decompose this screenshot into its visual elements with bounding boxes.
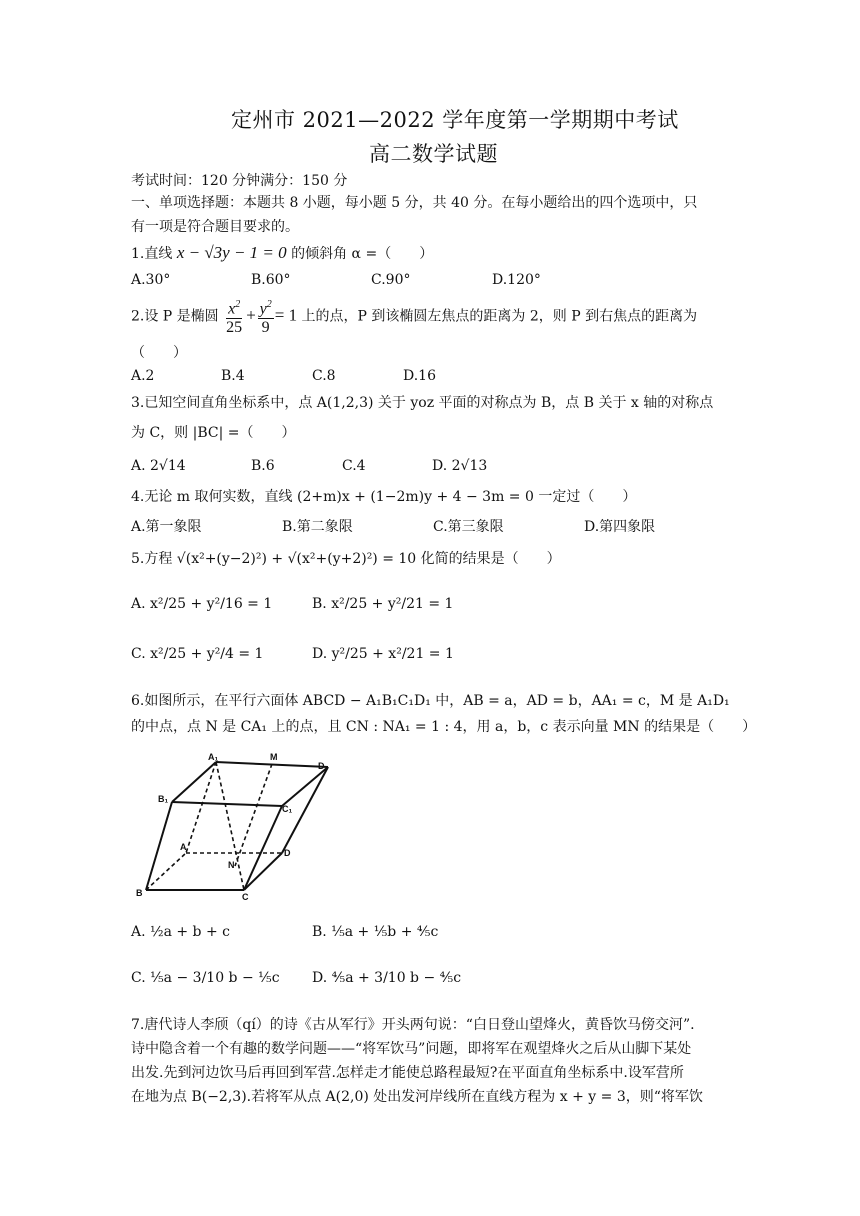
label-a1: A₁: [208, 752, 219, 762]
q3-option-a: A. 2√14: [131, 458, 186, 474]
q6-line1: 6.如图所示，在平行六面体 ABCD − A₁B₁C₁D₁ 中，AB = a，AD = b，AA₁ = c，M 是 A₁D₁: [131, 693, 730, 709]
q6-option-b: B. ⅕a + ⅕b + ⅘c: [312, 924, 439, 940]
q1-option-a: A.30°: [131, 272, 171, 288]
q6-option-c: C. ⅕a − 3/10 b − ⅕c: [131, 970, 280, 986]
q5-option-d: D. y²/25 + x²/21 = 1: [312, 646, 454, 662]
q5-option-a: A. x²/25 + y²/16 = 1: [131, 596, 273, 612]
section-intro-line1: 一、单项选择题：本题共 8 小题，每小题 5 分，共 40 分。在每小题给出的四个选项中，只: [131, 195, 698, 211]
parallelepiped-figure: [132, 750, 332, 902]
section-intro-line2: 有一项是符合题目要求的。: [131, 219, 299, 235]
q2-option-d: D.16: [403, 368, 436, 384]
q2-frac-y: $\frac{y^2}{9}$: [258, 296, 274, 337]
diag-a1-c: [216, 762, 244, 890]
q2-paren: （ ）: [131, 345, 187, 361]
label-d: D: [284, 848, 291, 858]
q3-option-b: B.6: [251, 458, 275, 474]
label-n: N: [228, 860, 235, 870]
seg-m-n: [235, 764, 272, 866]
edge-b1-c1: [172, 802, 282, 806]
question-1: [131, 244, 433, 263]
q6-line2: 的中点，点 N 是 CA₁ 上的点，且 CN : NA₁ = 1 : 4，用 a，b，c 表示向量 MN 的结果是（ ）: [131, 719, 757, 735]
q2-frac-x: $\frac{x^2}{25}$: [224, 296, 244, 337]
label-b: B: [136, 888, 143, 898]
q4-option-a: A.第一象限: [131, 519, 202, 535]
label-d1: D₁: [318, 761, 329, 771]
q6-option-d: D. ⅘a + 3/10 b − ⅘c: [312, 970, 462, 986]
q4-option-c: C.第三象限: [433, 519, 504, 535]
q1-suffix: 的倾斜角 α =（ ）: [291, 246, 434, 262]
q2-option-a: A.2: [131, 368, 155, 384]
q2-suffix: 上的点，P 到该椭圆左焦点的距离为 2，则 P 到右焦点的距离为: [301, 308, 698, 325]
label-m: M: [270, 752, 278, 762]
q3-line1: 3.已知空间直角坐标系中，点 A(1,2,3) 关于 yoz 平面的对称点为 B，点 B 关于 x 轴的对称点: [131, 395, 714, 411]
q5-option-b: B. x²/25 + y²/21 = 1: [312, 596, 454, 612]
edge-c1-c: [244, 806, 282, 890]
q7-line1: 7.唐代诗人李颀（qí）的诗《古从军行》开头两句说：“白日登山望烽火，黄昏饮马傍交河”.: [131, 1017, 695, 1033]
q3-option-d: D. 2√13: [432, 458, 488, 474]
exam-subtitle: 高二数学试题: [369, 142, 498, 166]
q2-option-b: B.4: [221, 368, 245, 384]
label-c1: C₁: [282, 804, 293, 814]
q5-text: 5.方程 √(x²+(y−2)²) + √(x²+(y+2)²) = 10 化简的结果是（ ）: [131, 551, 561, 567]
question-2: 2.设 P 是椭圆 $\frac{x^2}{25}$ + $\frac{y^2}{9}$ = 1 上的点，P 到该椭圆左焦点的距离为 2，则 P 到右焦点的距离为: [131, 296, 697, 337]
edge-d1-c1: [282, 767, 328, 806]
q2-option-c: C.8: [312, 368, 336, 384]
edge-c-d: [244, 853, 282, 890]
q7-line2: 诗中隐含着一个有趣的数学问题——“将军饮马”问题，即将军在观望烽火之后从山脚下某处: [131, 1041, 692, 1057]
label-c: C: [242, 892, 249, 902]
q1-option-b: B.60°: [251, 272, 291, 288]
edge-b1-b: [146, 802, 172, 890]
q3-option-c: C.4: [342, 458, 366, 474]
q5-option-c: C. x²/25 + y²/4 = 1: [131, 646, 264, 662]
q4-option-b: B.第二象限: [282, 519, 353, 535]
q6-option-a: A. ½a + b + c: [131, 924, 230, 940]
exam-title: 定州市 2021—2022 学年度第一学期期中考试: [231, 108, 679, 132]
q2-prefix: 2.设 P 是椭圆: [131, 308, 219, 325]
q4-option-d: D.第四象限: [584, 519, 656, 535]
q4-text: 4.无论 m 取何实数，直线 (2+m)x + (1−2m)y + 4 − 3m = 0 一定过（ ）: [131, 489, 637, 505]
q7-line3: 出发.先到河边饮马后再回到军营.怎样走才能使总路程最短?在平面直角坐标系中.设军营所: [131, 1065, 684, 1081]
q1-prefix: 1.直线: [131, 246, 173, 262]
q1-option-c: C.90°: [371, 272, 411, 288]
label-b1: B₁: [158, 794, 169, 804]
q3-line2: 为 C，则 |BC| =（ ）: [131, 425, 296, 441]
q1-formula: x − √3y − 1 = 0: [176, 243, 287, 262]
exam-info: 考试时间：120 分钟满分：150 分: [131, 173, 348, 189]
label-a: A: [180, 842, 187, 852]
q7-line4: 在地为点 B(−2,3).若将军从点 A(2,0) 处出发河岸线所在直线方程为 x + y = 3，则“将军饮: [131, 1089, 703, 1105]
q1-option-d: D.120°: [492, 272, 541, 288]
